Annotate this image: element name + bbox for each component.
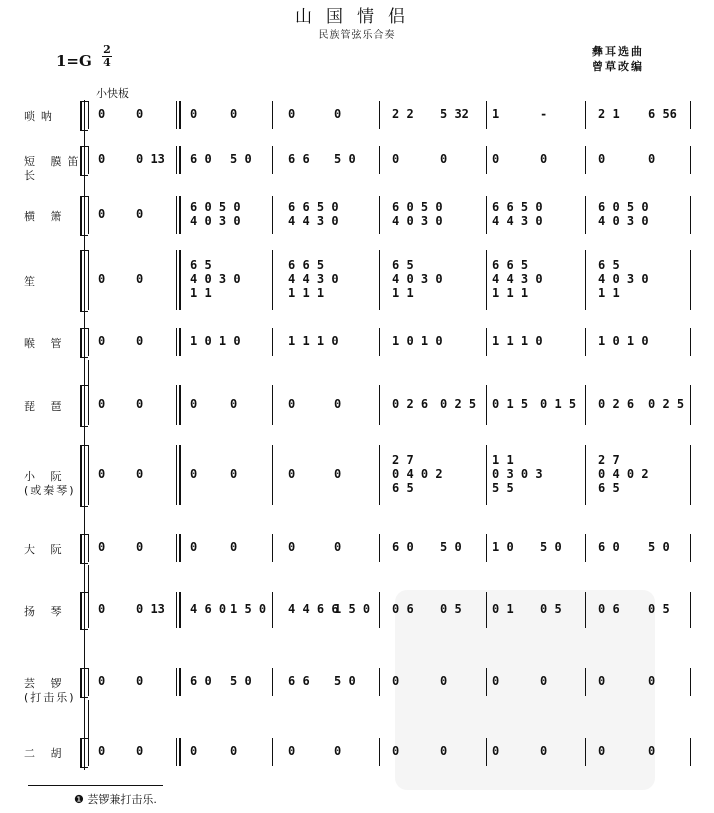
note-cell: 0 5 [440,602,462,616]
barline [690,146,691,174]
instrument-label: 二 胡 [24,747,68,760]
section-line [88,360,89,390]
note-cell: 0 [98,602,106,616]
note-cell: 6 5 [392,481,414,495]
barline-double [179,385,181,425]
note-cell: 1 5 0 [334,602,371,616]
barline [272,592,273,628]
note-cell: 0 [392,674,400,688]
note-cell: 0 2 5 [648,397,685,411]
note-cell: 0 [392,744,400,758]
barline [585,385,586,425]
note-cell: 2 7 [598,453,620,467]
barline [379,592,380,628]
note-cell: 2 7 [392,453,414,467]
note-cell: 1 1 1 0 [492,334,543,348]
footnote-rule [28,785,163,786]
barline-double [179,101,181,129]
note-cell: 5 0 [334,674,356,688]
note-cell: 6 0 [598,540,620,554]
note-cell: 0 [230,744,238,758]
note-cell: 1 1 1 [288,286,325,300]
key-signature: 1=G [56,52,92,70]
barline [690,385,691,425]
note-cell: 1 [492,107,500,121]
note-cell: 4 0 3 0 [190,272,241,286]
barline [176,101,177,129]
note-cell: 0 [288,467,296,481]
barline [585,146,586,174]
note-cell: 5 0 [648,540,670,554]
instrument-label: 大 阮 [24,543,68,556]
barline [272,328,273,356]
note-cell: 0 2 6 [598,397,635,411]
note-cell: 0 [136,744,144,758]
barline [585,592,586,628]
note-cell: 0 5 [540,602,562,616]
note-cell: 1 0 [492,540,514,554]
barline [690,738,691,766]
barline [379,146,380,174]
note-cell: 0 [598,744,606,758]
barline [88,196,89,234]
note-cell: 0 [136,397,144,411]
barline [585,668,586,696]
note-cell: 0 [230,107,238,121]
barline [585,101,586,129]
note-cell: 0 [540,744,548,758]
note-cell: 0 [492,744,500,758]
barline [486,250,487,310]
barline [379,668,380,696]
note-cell: 0 [540,674,548,688]
note-cell: 0 1 5 [492,397,529,411]
note-cell: 0 [392,152,400,166]
barline [585,738,586,766]
note-cell: 4 4 3 0 [492,272,543,286]
barline [585,534,586,562]
barline [486,445,487,505]
barline [585,445,586,505]
barline [379,250,380,310]
barline [585,328,586,356]
time-numerator: 2 [103,43,111,56]
note-cell: 0 [98,540,106,554]
barline [272,668,273,696]
barline [176,385,177,425]
barline [690,592,691,628]
note-cell: 5 0 [230,152,252,166]
barline [379,328,380,356]
note-cell: 0 [598,674,606,688]
barline [272,385,273,425]
note-cell: 0 4 0 2 [598,467,649,481]
credit-composer: 彝耳选曲 [592,45,644,58]
note-cell: 4 0 3 0 [598,214,649,228]
barline-double [179,592,181,628]
note-cell: 0 [98,467,106,481]
note-cell: 0 [440,674,448,688]
barline [272,445,273,505]
barline [176,738,177,766]
score-title: 山国情侣 [295,7,419,27]
barline [486,328,487,356]
instrument-label-line2: (或秦琴) [24,484,76,497]
note-cell: 0 [288,744,296,758]
note-cell: 0 13 [136,602,165,616]
note-cell: 5 0 [230,674,252,688]
note-cell: 6 0 5 0 [392,200,443,214]
barline [88,445,89,505]
note-cell: 6 56 [648,107,677,121]
note-cell: 1 1 [392,286,414,300]
note-cell: 2 2 [392,107,414,121]
note-cell: 0 1 5 [540,397,577,411]
note-cell: 4 0 3 0 [598,272,649,286]
note-cell: 4 0 3 0 [392,214,443,228]
note-cell: 0 [492,152,500,166]
barline [690,445,691,505]
note-cell: 5 0 [540,540,562,554]
barline-double [179,668,181,696]
note-cell: 0 [288,397,296,411]
barline-double [179,738,181,766]
barline-double [179,328,181,356]
barline [176,445,177,505]
note-cell: 0 [190,107,198,121]
note-cell: 0 2 5 [440,397,477,411]
barline [690,534,691,562]
note-cell: 1 1 1 [492,286,529,300]
barline [379,101,380,129]
note-cell: 4 4 3 0 [288,214,339,228]
note-cell: - [540,107,548,121]
instrument-label: 扬 琴 [24,605,68,618]
note-cell: 1 1 [598,286,620,300]
barline [486,196,487,234]
note-cell: 0 [492,674,500,688]
barline [585,250,586,310]
section-line [88,565,89,595]
note-cell: 6 0 [392,540,414,554]
note-cell: 0 6 [392,602,414,616]
note-cell: 4 4 3 0 [492,214,543,228]
note-cell: 6 5 [598,481,620,495]
barline [486,101,487,129]
barline [88,668,89,696]
barline [88,328,89,356]
note-cell: 0 [98,272,106,286]
barline [88,250,89,310]
barline [88,738,89,766]
note-cell: 0 [136,540,144,554]
note-cell: 1 5 0 [230,602,267,616]
note-cell: 0 2 6 [392,397,429,411]
instrument-label: 琵 琶 [24,400,68,413]
note-cell: 0 3 0 3 [492,467,543,481]
barline [379,445,380,505]
note-cell: 0 [598,152,606,166]
barline [272,534,273,562]
note-cell: 1 1 1 0 [288,334,339,348]
note-cell: 6 0 5 0 [598,200,649,214]
section-line [88,700,89,738]
note-cell: 0 [98,674,106,688]
note-cell: 0 [334,540,342,554]
barline-double [179,146,181,174]
note-cell: 0 [136,107,144,121]
note-cell: 0 [288,540,296,554]
score-subtitle: 民族管弦乐合奏 [318,30,396,41]
note-cell: 4 0 3 0 [190,214,241,228]
barline [486,592,487,628]
barline [486,668,487,696]
note-cell: 0 [230,540,238,554]
note-cell: 1 0 1 0 [190,334,241,348]
barline [272,738,273,766]
note-cell: 0 [136,272,144,286]
note-cell: 6 0 [190,674,212,688]
note-cell: 0 [334,107,342,121]
barline [379,385,380,425]
note-cell: 1 0 1 0 [392,334,443,348]
note-cell: 6 5 [392,258,414,272]
watermark [395,590,655,790]
note-cell: 0 13 [136,152,165,166]
barline [690,101,691,129]
barline-double [179,445,181,505]
note-cell: 0 [230,467,238,481]
note-cell: 5 0 [334,152,356,166]
note-cell: 0 [136,207,144,221]
note-cell: 0 [334,397,342,411]
barline-double [179,250,181,310]
note-cell: 0 4 0 2 [392,467,443,481]
time-signature [102,44,112,69]
barline [272,250,273,310]
barline [176,592,177,628]
barline [88,146,89,174]
barline [272,196,273,234]
note-cell: 0 [98,107,106,121]
note-cell: 0 [190,540,198,554]
barline [379,534,380,562]
note-cell: 6 6 5 [288,258,325,272]
credits [592,44,644,74]
barline [176,196,177,234]
note-cell: 0 [190,467,198,481]
instrument-label-line2: (打击乐) [24,691,76,704]
note-cell: 5 5 [492,481,514,495]
note-cell: 0 [440,152,448,166]
note-cell: 6 6 5 [492,258,529,272]
note-cell: 6 6 5 0 [288,200,339,214]
note-cell: 0 [136,334,144,348]
instrument-label: 芸 锣 [24,677,68,690]
time-denominator: 4 [103,56,111,69]
note-cell: 0 [190,744,198,758]
note-cell: 1 1 [492,453,514,467]
note-cell: 6 0 5 0 [190,200,241,214]
tempo-marking: 小快板 [96,87,129,100]
note-cell: 6 5 [190,258,212,272]
barline [690,668,691,696]
note-cell: 0 [98,334,106,348]
barline [176,534,177,562]
barline [272,101,273,129]
note-cell: 2 1 [598,107,620,121]
barline-double [179,196,181,234]
note-cell: 0 [136,467,144,481]
barline [690,196,691,234]
barline [585,196,586,234]
note-cell: 0 [98,397,106,411]
barline [176,250,177,310]
barline [379,196,380,234]
note-cell: 0 [136,674,144,688]
note-cell: 5 0 [440,540,462,554]
barline [379,738,380,766]
note-cell: 0 5 [648,602,670,616]
note-cell: 4 4 3 0 [288,272,339,286]
instrument-label-line2: 长 [24,169,37,182]
barline [176,328,177,356]
note-cell: 0 [230,397,238,411]
instrument-label: 唢呐 [24,110,58,123]
instrument-label: 短 膜笛 [24,155,85,168]
note-cell: 0 [648,152,656,166]
note-cell: 1 1 [190,286,212,300]
barline [486,534,487,562]
note-cell: 6 6 [288,674,310,688]
credit-arranger: 曾草改编 [592,60,644,73]
note-cell: 0 [334,744,342,758]
barline [486,385,487,425]
instrument-label: 喉 管 [24,337,68,350]
note-cell: 0 1 [492,602,514,616]
barline [88,592,89,628]
note-cell: 0 [98,207,106,221]
note-cell: 0 [98,152,106,166]
note-cell: 0 [190,397,198,411]
barline [690,250,691,310]
barline [176,668,177,696]
barline [690,328,691,356]
barline [88,534,89,562]
barline-double [179,534,181,562]
footnote: ❶ 芸锣兼打击乐. [74,793,157,806]
note-cell: 0 6 [598,602,620,616]
instrument-label: 小 阮 [24,470,68,483]
barline [88,385,89,425]
instrument-label: 横 箫 [24,210,68,223]
note-cell: 4 0 3 0 [392,272,443,286]
note-cell: 6 5 [598,258,620,272]
note-cell: 6 6 5 0 [492,200,543,214]
note-cell: 0 [98,744,106,758]
note-cell: 0 [648,744,656,758]
note-cell: 0 [540,152,548,166]
instrument-label: 笙 [24,275,41,288]
note-cell: 1 0 1 0 [598,334,649,348]
note-cell: 6 6 [288,152,310,166]
barline [486,146,487,174]
note-cell: 5 32 [440,107,469,121]
note-cell: 4 4 6 6 [288,602,339,616]
barline [176,146,177,174]
barline [272,146,273,174]
note-cell: 0 [648,674,656,688]
note-cell: 6 0 [190,152,212,166]
barline [486,738,487,766]
note-cell: 0 [288,107,296,121]
note-cell: 0 [334,467,342,481]
note-cell: 4 6 0 [190,602,227,616]
system-line [84,100,85,770]
note-cell: 0 [440,744,448,758]
barline [88,101,89,129]
